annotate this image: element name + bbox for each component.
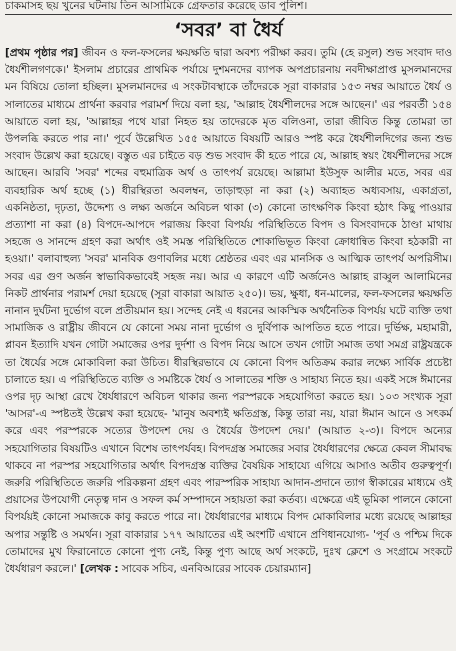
article-body-text: জীবন ও ফল-ফসলের ক্ষয়ক্ষতি দ্বারা অবশ্য পরীক্ষা করব। তুমি (হে রসুল) শুভ সংবাদ দাও ধৈর্যশীলগণকে।' ইসলাম প্রচারের প্রাথমিক পর্যায়ে দুশমনদের ব্যাপক অপপ্রচারনায় নবদীক্ষাপ্রাপ্ত মুসলমানদের মন বিষিয়ে তোলা হচ্ছিল। মুসলমানদের এ সংকটাবস্থাকে তাঁদেরকে সূরা বাকারার ১৫৩ নম্বর আয়াতে ধৈর্য ও সালাতের মাধ্যমে প্রার্থনা করবার পরামর্শ দিয়ে বলা হয়, 'আল্লাহ ধৈর্যশীলদের সঙ্গে আছেন।' এর পরবর্তী ১৫৪ আয়াতে বলা হয়, 'আল্লাহর পথে যারা নিহত হয় তাদেরকে মৃত বলিওনা, তারা জীবিত কিন্তু তোমরা তা উপলব্ধি করতে পার না।' পূর্বে উল্লেখিত ১৫৫ আয়াতে বিষয়টি আরও স্পষ্ট করে ধৈর্যশীলদিগের জন্য শুভ সংবাদ উল্লেখ করা হয়েছে। বস্তুত এর চাইতে বড় শুভ সংবাদ কী হতে পারে যে, আল্লাহ স্বয়ং ধৈর্যশীলদের সঙ্গে আছেন। আরবি 'সবর' শব্দের বহুমাত্রিক অর্থ ও তাৎপর্য রয়েছে। আল্লামা ইউসুফ আলীর মতে, সবর এর ব্যবহারিক অর্থ হচ্ছে (১) ধীরস্থিরতা অবলম্বন, তাড়াহুড়া না করা (২) অব্যাহত অধ্যবসায়, একাগ্রতা, একনিষ্ঠতা, দৃঢ়তা, উদ্দেশ্য ও লক্ষ্য অর্জনে অবিচল থাকা (৩) কোনো তাৎক্ষণিক কিংবা হঠাৎ কিছু পাওয়ার প্রত্যাশা না করা (৪) বিপদে-আপদে পরাজয় কিংবা বিপর্যয় পরিস্থিতিতে বিপদ ও বিসংবাদকে ঠাণ্ডা মাথায় সহজে ও সানন্দে গ্রহণ করা অর্থাৎ ওই সমস্ত পরিস্থিতিতে শোকাভিভূত কিংবা ক্রোধান্বিত কিংবা হঠকারী না হওয়া।' বলাবাহুল্য 'সবর' মানবিক গুণাবলির মধ্যে শ্রেষ্ঠতর এবং এর মানসিক ও আত্মিক তাৎপর্য অপরিসীম। সবর এর গুণ অর্জন স্বাভাবিকভাবেই সহজ নয়। আর এ কারণে এটি অর্জনেও আল্লাহ রাব্বুল আলামিনের নিকট প্রার্থনার পরামর্শ দেয়া হয়েছে (সূরা বাকারা আয়াত ২৫০)। ভয়, ক্ষুধা, ধন-মালের, ফল-ফসলের ক্ষয়ক্ষতি নানান দুর্ঘটনা দুর্ভোগ বলে প্রতীয়মান হয়। সন্দেহ নেই এ ধরনের আকস্মিক অর্থনৈতিক বিপর্যয় ঘটে ব্যক্তি তথা সামাজিক ও রাষ্ট্রীয় জীবনে যে কোনো সময় নানা দুর্ভোগ ও দুর্বিপাক আপতিত হতে পারে। দুর্ভিক্ষ, মহামারী, প্লাবন ইত্যাদি যখন গোটা সমাজের ওপর দুর্দশা ও বিপদ নিয়ে আসে তখন গোটা সমাজ তথা সমগ্র রাষ্ট্রযন্ত্রকে তা ধৈর্যের সঙ্গে মোকাবিলা করা উচিত। ধীরস্থিরভাবে যে কোনো বিপদ অতিক্রম করার লক্ষ্যে সার্বিক প্রচেষ্টা চালাতে হয়। এ পরিস্থিতিতে ব্যক্তি ও সমষ্টিকে ধৈর্য ও সালাতের শক্তি ও সাহায্য নিতে হয়। একই সঙ্গে ঈমানের ওপর দৃঢ় আস্থা রেখে ধৈর্যধারণে অবিচল থাকার জন্য পরস্পরকে সহযোগিতা করতে হয়। ১০৩ সংখ্যক সূরা 'আসর'-এ স্পষ্টতই উল্লেখ করা হয়েছে- 'মানুষ অবশ্যই ক্ষতিগ্রস্ত, কিন্তু তারা নয়, যারা ঈমান আনে ও সৎকর্ম করে এবং পরস্পরকে সত্যের উপদেশ দেয় ও ধৈর্যের উপদেশ দেয়।' (আয়াত ২-৩)। বিপদে অন্যের সহযোগিতার বিষয়টিও এখানে বিশেষ তাৎপর্যবহ। বিপদগ্রস্ত সমাজের সবার ধৈর্যধারণের ক্ষেত্রে কেবল সীমাবদ্ধ থাকবে না পরস্পর সহযোগিতার অর্থাৎ বিপদগ্রস্ত ব্যক্তির বৈষয়িক সাহায্যে এগিয়ে আসাও অতীব গুরুত্বপূর্ণ। জরুরি পরিস্থিতিতে জরুরি পরিকল্পনা গ্রহণ এবং পারস্পরিক সাহায্য আদান-প্রদানে ত্যাগ স্বীকারের মাধ্যমে ওই প্রয়াসের উপযোগী নেতৃত্ব দান ও সফল কর্ম সম্পাদনে সহায়তা করা কর্তব্য। এক্ষেত্রে এই ভূমিকা পালনে কোনো বিপর্যয়ই কোনো সমাজকে কাবু করতে পারে না। ধৈর্যধারণের মাধ্যমে বিপদ মোকাবিলার মধ্যে রয়েছে আল্লাহর অপার সন্তুষ্টি ও সমর্থন। সূরা বাকারার ১৭৭ আয়াতের এই অংশটি এখানে প্রণিধানযোগ্য- 'পূর্ব ও পশ্চিম দিকে তোমাদের মুখ ফিরানোতে কোনো পুণ্য নেই, কিন্তু পুণ্য আছে অর্থ সংকটে, দুঃখ ক্লেশে ও সংগ্রামে সংকটে ধৈর্যধারণ করলে।' <box>5 47 452 576</box>
continuation-label: [প্রথম পৃষ্ঠার পর] <box>5 47 79 59</box>
section-divider <box>5 14 452 15</box>
byline-text: সাবেক সচিব, এনবিআরের সাবেক চেয়ারম্যান] <box>121 563 312 576</box>
article-headline: ‘সবর’ বা ধৈর্য <box>174 19 283 41</box>
byline-label: [লেখক : <box>79 563 119 576</box>
previous-article-tail: চাকমাসহ ছয় খুনের ঘটনায় তিন আসামিকে গ্রেফতার করেছে ডাব পুলিশ। <box>5 0 308 12</box>
article-body <box>5 45 452 578</box>
